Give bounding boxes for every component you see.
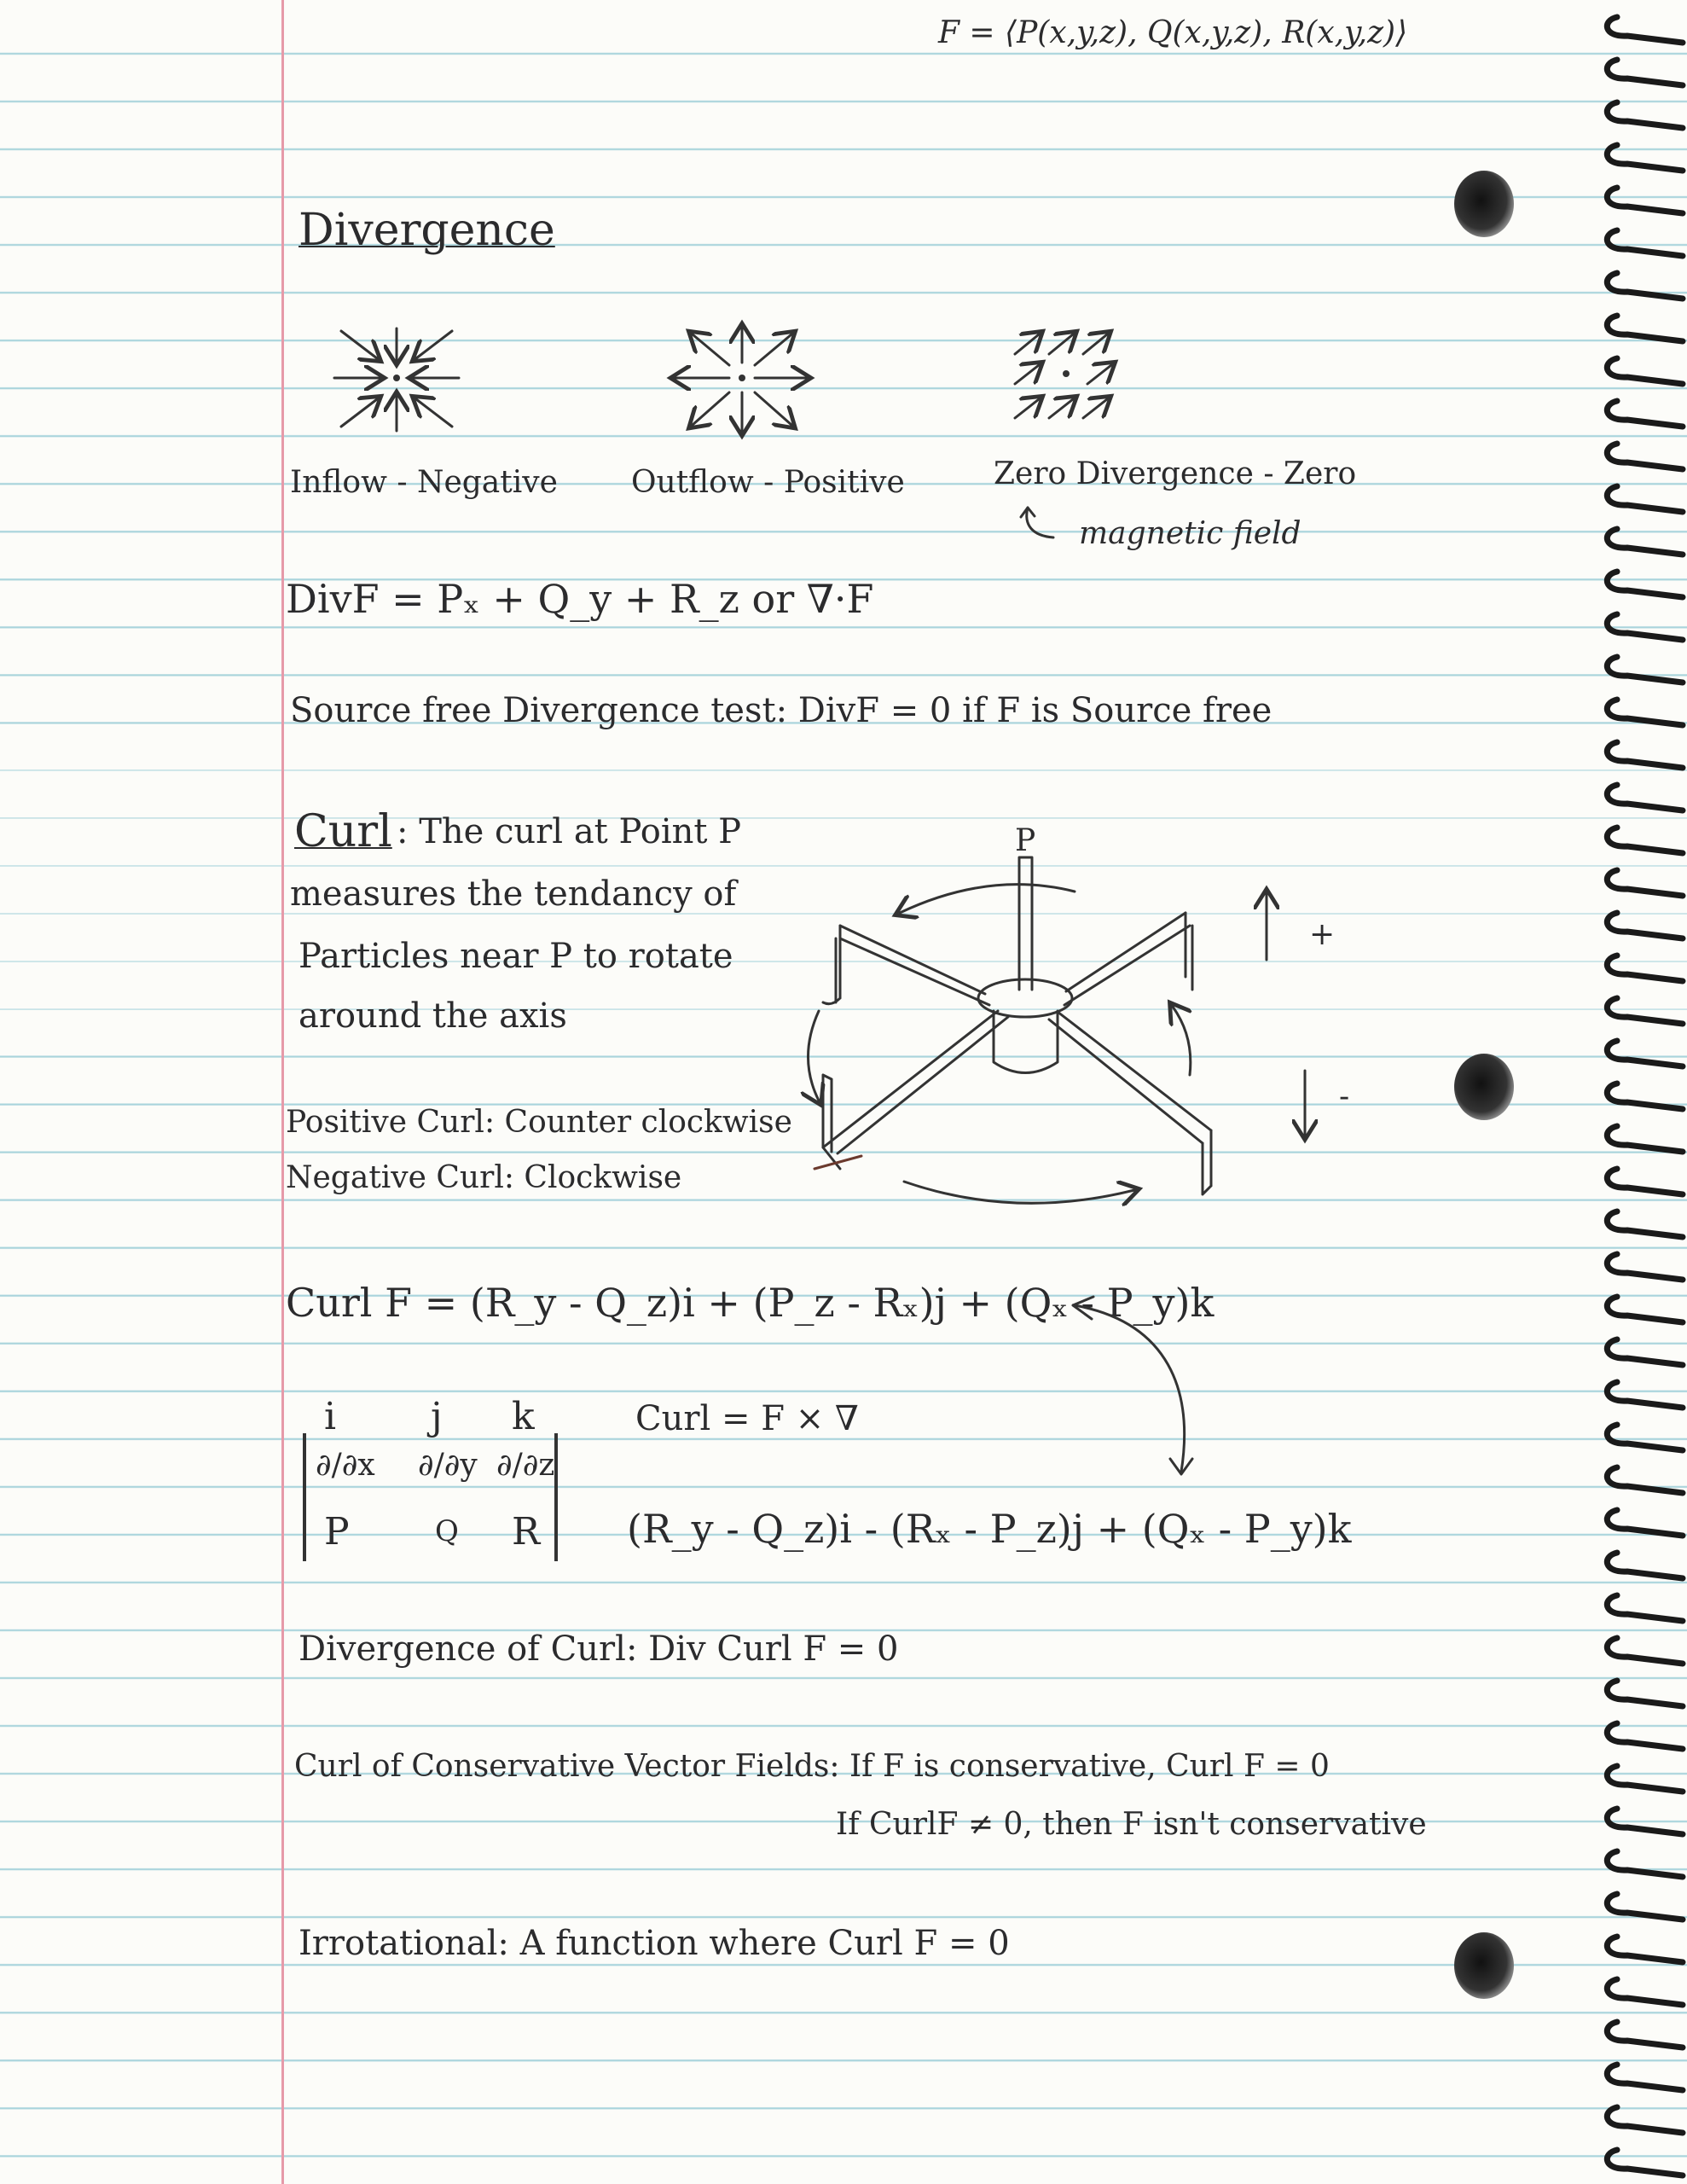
curved-arrow-icon xyxy=(1011,503,1062,546)
spiral-coil xyxy=(1607,1681,1683,1706)
binder-hole-top xyxy=(1454,171,1514,237)
binder-hole-bottom xyxy=(1454,1932,1514,1999)
minus-sign: - xyxy=(1339,1079,1350,1114)
spiral-coil xyxy=(1607,145,1683,171)
inflow-label: Inflow - Negative xyxy=(290,465,558,500)
det-j: j xyxy=(431,1395,443,1438)
spiral-coil xyxy=(1607,102,1683,128)
connector-arrow-icon xyxy=(1066,1288,1203,1484)
zero-divergence-sketch xyxy=(1006,324,1126,427)
spiral-coil xyxy=(1607,700,1683,725)
det-k: k xyxy=(512,1395,535,1438)
spiral-coil xyxy=(1607,785,1683,810)
curl-definition-line-4: around the axis xyxy=(299,996,567,1036)
det-d-dz: ∂/∂z xyxy=(496,1448,555,1483)
spiral-coil xyxy=(1607,316,1683,341)
spiral-coil xyxy=(1607,486,1683,512)
outflow-label: Outflow - Positive xyxy=(631,465,905,500)
spiral-coil xyxy=(1607,1425,1683,1450)
spiral-coil xyxy=(1607,401,1683,427)
spiral-coil xyxy=(1607,17,1683,43)
spiral-coil xyxy=(1607,1809,1683,1834)
curl-heading: Curl xyxy=(294,806,392,857)
plus-sign: + xyxy=(1309,917,1336,952)
spiral-coil xyxy=(1607,1595,1683,1621)
down-arrow-icon xyxy=(1292,1066,1318,1143)
spiral-coil xyxy=(1607,1894,1683,1920)
spiral-coil xyxy=(1607,1126,1683,1152)
curl-determinant xyxy=(299,1395,571,1565)
conservative-converse: If CurlF ≠ 0, then F isn't conservative xyxy=(836,1807,1427,1842)
spiral-coil xyxy=(1607,614,1683,640)
conservative-theorem: Curl of Conservative Vector Fields: If F is conservative, Curl F = 0 xyxy=(294,1749,1330,1784)
det-p: P xyxy=(324,1510,350,1554)
spiral-coil xyxy=(1607,444,1683,469)
spiral-coil xyxy=(1607,828,1683,853)
spiral-coil xyxy=(1607,956,1683,981)
diagram-point-label: P xyxy=(1015,823,1036,858)
source-free-test: Source free Divergence test: DivF = 0 if F is Source free xyxy=(290,691,1272,730)
negative-curl-note: Negative Curl: Clockwise xyxy=(286,1160,682,1195)
spiral-coil xyxy=(1607,742,1683,768)
curl-definition-line-2: measures the tendancy of xyxy=(290,874,737,914)
spiral-coil xyxy=(1607,1979,1683,2005)
spiral-coil xyxy=(1607,273,1683,299)
spiral-coil xyxy=(1607,1041,1683,1066)
divergence-formula: DivF = Pₓ + Q_y + R_z or ∇·F xyxy=(286,576,874,622)
expanded-curl-formula: (R_y - Q_z)i - (Rₓ - P_z)j + (Qₓ - P_y)k xyxy=(627,1506,1352,1552)
spiral-coil xyxy=(1607,1083,1683,1109)
spiral-coil xyxy=(1607,870,1683,896)
spiral-coil xyxy=(1607,657,1683,682)
spiral-coil xyxy=(1607,1467,1683,1493)
curl-formula: Curl F = (R_y - Q_z)i + (P_z - Rₓ)j + (Qₓ - P_y)k xyxy=(286,1280,1215,1326)
spiral-coil xyxy=(1607,2150,1683,2175)
spiral-coil xyxy=(1607,1254,1683,1280)
irrotational-definition: Irrotational: A function where Curl F = 0 xyxy=(299,1924,1010,1963)
positive-curl-note: Positive Curl: Counter clockwise xyxy=(286,1105,792,1140)
spiral-coil xyxy=(1607,1851,1683,1877)
divergence-heading: Divergence xyxy=(299,205,555,256)
curl-definition-line-1: : The curl at Point P xyxy=(397,812,742,851)
spiral-coil xyxy=(1607,2022,1683,2048)
det-d-dy: ∂/∂y xyxy=(418,1448,478,1483)
spiral-coil xyxy=(1607,2065,1683,2090)
curl-cross-definition: Curl = F × ∇ xyxy=(635,1399,859,1438)
divergence-of-curl: Divergence of Curl: Div Curl F = 0 xyxy=(299,1629,899,1669)
spiral-coil xyxy=(1607,1382,1683,1408)
spiral-coil xyxy=(1607,230,1683,256)
det-r: R xyxy=(512,1510,541,1554)
spiral-coil xyxy=(1607,1723,1683,1749)
det-i: i xyxy=(324,1395,337,1438)
spiral-coil xyxy=(1607,60,1683,85)
spiral-coil xyxy=(1607,1766,1683,1792)
spiral-coil xyxy=(1607,1169,1683,1194)
det-d-dx: ∂/∂x xyxy=(316,1448,375,1483)
det-q: Q xyxy=(435,1514,459,1548)
binder-hole-middle xyxy=(1454,1054,1514,1120)
spiral-binding xyxy=(1593,0,1687,2184)
spiral-coil xyxy=(1607,1553,1683,1578)
margin-line xyxy=(281,0,284,2184)
spiral-coil xyxy=(1607,2107,1683,2133)
spiral-coil xyxy=(1607,1211,1683,1237)
spiral-coil xyxy=(1607,358,1683,384)
inflow-sketch xyxy=(324,324,469,435)
spiral-coil xyxy=(1607,998,1683,1024)
vector-field-definition: F = ⟨P(x,y,z), Q(x,y,z), R(x,y,z)⟩ xyxy=(938,15,1408,50)
spiral-coil xyxy=(1607,529,1683,555)
spiral-coil xyxy=(1607,913,1683,938)
spiral-coil xyxy=(1607,1937,1683,1962)
spiral-coil xyxy=(1607,1297,1683,1322)
spiral-coil xyxy=(1607,1510,1683,1536)
up-arrow-icon xyxy=(1254,887,1279,964)
spiral-coil xyxy=(1607,572,1683,597)
magnetic-field-note: magnetic field xyxy=(1079,516,1301,551)
spiral-coil xyxy=(1607,1339,1683,1365)
spiral-coil xyxy=(1607,1638,1683,1664)
outflow-sketch xyxy=(665,324,810,435)
zero-divergence-label: Zero Divergence - Zero xyxy=(994,456,1357,491)
spiral-coil xyxy=(1607,188,1683,213)
curl-definition-line-3: Particles near P to rotate xyxy=(299,937,733,976)
paddle-wheel-diagram xyxy=(793,853,1271,1237)
